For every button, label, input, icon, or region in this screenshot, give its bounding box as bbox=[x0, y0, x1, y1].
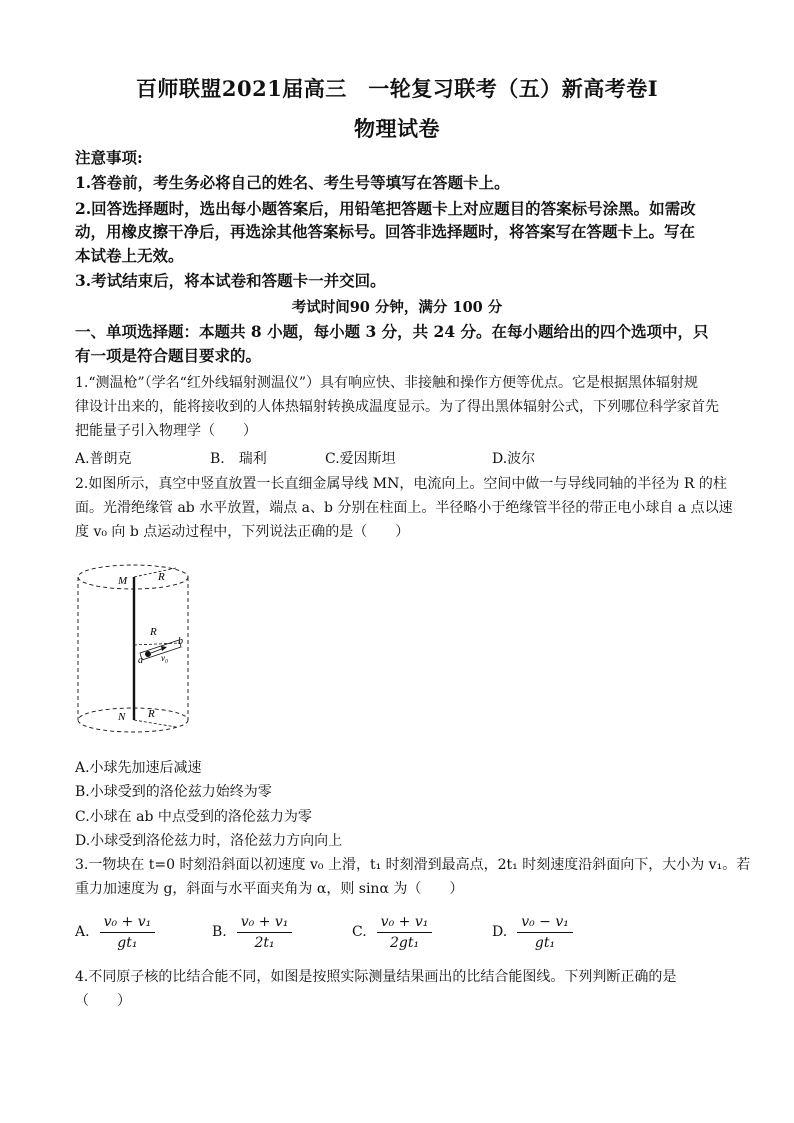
option-letter: B. bbox=[212, 924, 227, 940]
exam-info: 考试时间90 分钟，满分 100 分 bbox=[291, 299, 503, 316]
fraction bbox=[377, 914, 433, 951]
q1-option-c: C.爱因斯坦 bbox=[325, 451, 396, 467]
notice-line: 1.答卷前，考生务必将自己的姓名、考生号等填写在答题卡上。 bbox=[75, 173, 510, 192]
q3-option-c bbox=[352, 911, 432, 953]
q2-option-a: A.小球先加速后减速 bbox=[75, 760, 202, 776]
q1-stem: 1.“测温枪”（学名“红外线辐射测温仪”）具有响应快、非接触和操作方便等优点。它是根据黑体辐射规 bbox=[75, 375, 698, 391]
notice-line: 2.回答选择题时，选出每小题答案后，用铅笔把答题卡上对应题目的答案标号涂黑。如需改 bbox=[75, 199, 696, 218]
q3-stem: 3.一物块在 t=0 时刻沿斜面以初速度 v₀ 上滑，t₁ 时刻滑到最高点，2t₁ 时刻速度沿斜面向下，大小为 v₁。若 bbox=[75, 857, 751, 873]
label-v0: v₀ bbox=[161, 653, 169, 663]
q3-option-b bbox=[212, 911, 292, 953]
q2-option-c: C.小球在 ab 中点受到的洛伦兹力为零 bbox=[75, 809, 312, 825]
q2-option-d: D.小球受到洛伦兹力时，洛伦兹力方向向上 bbox=[75, 833, 343, 849]
numerator: v₀ + v₁ bbox=[237, 914, 293, 933]
charged-ball bbox=[145, 651, 151, 657]
exam-title: 百师联盟2021届高三 一轮复习联考（五）新高考卷I bbox=[135, 76, 659, 101]
label-m: M bbox=[118, 575, 128, 587]
section-heading: 有一项是符合题目要求的。 bbox=[75, 346, 262, 365]
fraction bbox=[237, 914, 293, 951]
q2-option-b: B.小球受到的洛伦兹力始终为零 bbox=[75, 784, 272, 800]
label-n: N bbox=[118, 711, 126, 723]
label-a: a bbox=[138, 655, 143, 666]
option-letter: A. bbox=[75, 924, 90, 940]
q2-stem: 度 v₀ 向 b 点运动过程中，下列说法正确的是（ ） bbox=[75, 524, 410, 540]
denominator: 2gt₁ bbox=[389, 934, 420, 951]
notice-line: 动，用橡皮擦干净后，再选涂其他答案标号。回答非选择题时，将答案写在答题卡上。写在 bbox=[75, 222, 696, 241]
q3-stem: 重力加速度为 g，斜面与水平面夹角为 α，则 sinα 为（ ） bbox=[75, 881, 464, 897]
label-r-top: R bbox=[158, 571, 165, 583]
denominator: gt₁ bbox=[534, 934, 556, 951]
denominator: gt₁ bbox=[117, 934, 138, 951]
option-letter: D. bbox=[492, 924, 508, 940]
fraction bbox=[100, 914, 156, 951]
q4-stem: （ ） bbox=[75, 993, 131, 1009]
q2-stem: 面。光滑绝缘管 ab 水平放置，端点 a、b 分别在柱面上。半径略小于绝缘管半径的带正电小球自 a 点以速 bbox=[75, 500, 733, 516]
q4-stem: 4.不同原子核的比结合能不同，如图是按照实际测量结果画出的比结合能图线。下列判断正确的是 bbox=[75, 969, 677, 985]
exam-subtitle: 物理试卷 bbox=[354, 116, 440, 141]
denominator: 2t₁ bbox=[254, 934, 275, 951]
q1-option-a: A.普朗克 bbox=[75, 451, 132, 467]
label-b: b bbox=[178, 636, 183, 647]
notice-line: 3.考试结束后，将本试卷和答题卡一并交回。 bbox=[75, 271, 386, 290]
label-r-mid: R bbox=[150, 626, 157, 638]
numerator: v₀ − v₁ bbox=[517, 914, 573, 933]
q1-option-d: D.波尔 bbox=[492, 451, 536, 467]
radius-line-mid bbox=[134, 643, 180, 645]
cylinder-figure bbox=[72, 560, 197, 745]
q2-stem: 2.如图所示，真空中竖直放置一长直细金属导线 MN，电流向上。空间中做一与导线同轴的半径为 R 的柱 bbox=[75, 476, 727, 492]
q3-option-a bbox=[75, 911, 155, 953]
fraction bbox=[517, 914, 573, 951]
numerator: v₀ + v₁ bbox=[100, 914, 156, 933]
section-heading: 一、单项选择题：本题共 8 小题，每小题 3 分，共 24 分。在每小题给出的四个选项中，只 bbox=[75, 322, 709, 341]
radius-line-bottom bbox=[134, 720, 176, 727]
q3-option-d bbox=[492, 911, 573, 953]
q1-stem: 律设计出来的，能将接收到的人体热辐射转换成温度显示。为了得出黑体辐射公式，下列哪位科学家首先 bbox=[75, 399, 719, 415]
velocity-arrowhead bbox=[161, 646, 167, 651]
numerator: v₀ + v₁ bbox=[377, 914, 433, 933]
q1-option-b: B. 瑞利 bbox=[210, 451, 267, 467]
notice-line: 本试卷上无效。 bbox=[75, 246, 184, 265]
label-r-bottom: R bbox=[148, 708, 155, 720]
radius-line-top bbox=[134, 568, 176, 577]
option-letter: C. bbox=[352, 924, 367, 940]
notice-heading: 注意事项: bbox=[75, 148, 143, 167]
q1-stem: 把能量子引入物理学（ ） bbox=[75, 423, 257, 439]
